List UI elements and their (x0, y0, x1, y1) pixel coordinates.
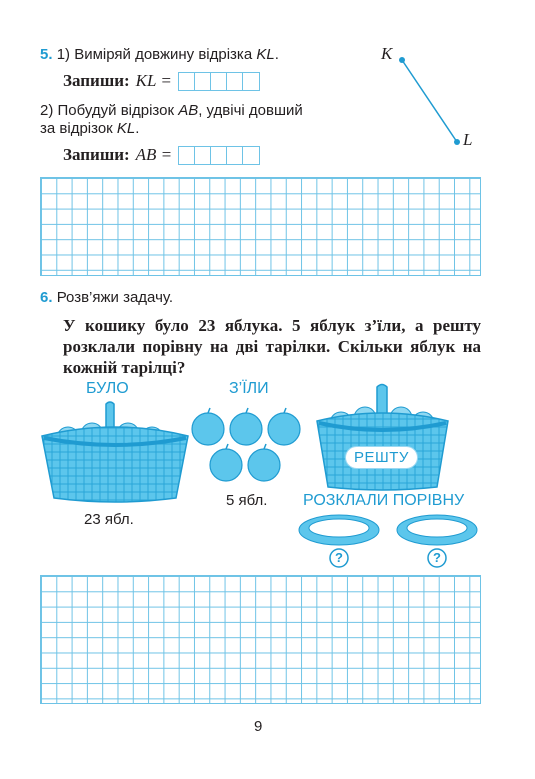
task5-step1: 5. 1) Виміряй довжину відрізка KL. (40, 46, 279, 63)
record1-expr: KL = (135, 71, 172, 90)
task5-record2 (63, 145, 260, 165)
point-k (399, 57, 405, 63)
question-mark-right: ? (433, 550, 441, 565)
point-k-label: K (381, 44, 393, 63)
page-number: 9 (254, 718, 263, 735)
record-label-2: Запиши: (63, 145, 130, 164)
plates-icon (297, 512, 482, 570)
label-rest: РЕШТУ (345, 446, 418, 469)
point-l-label: L (463, 130, 473, 149)
task5-record1 (63, 71, 260, 91)
answer-cells-kl[interactable] (178, 72, 260, 91)
basket-rest-icon (315, 383, 450, 493)
question-mark-left: ? (335, 550, 343, 565)
task6-number: 6. (40, 289, 53, 306)
caption-ate: 5 ябл. (226, 492, 268, 509)
label-ate: З’ЇЛИ (229, 380, 269, 397)
caption-was: 23 ябл. (84, 511, 134, 528)
apples-eaten-icon (188, 407, 306, 487)
basket-full-icon (40, 400, 190, 505)
task6-instruction: 6. Розв’яжи задачу. (40, 289, 174, 306)
record2-expr: AB = (135, 145, 173, 164)
answer-grid-task5[interactable] (40, 177, 481, 276)
task5-number: 5. (40, 46, 53, 63)
answer-cells-ab[interactable] (178, 146, 260, 165)
task5-step2: 2) Побудуй відрізок AB, удвічі довший за відрізок KL. (40, 102, 303, 137)
problem-text: У кошику було 23 яблука. 5 яблук з’їли, а решту розклали порівну на дві тарілки. Скільки яблук на кожній тарілці? (63, 316, 481, 377)
answer-grid-task6[interactable] (40, 575, 481, 704)
point-l (454, 139, 460, 145)
record-label: Запиши: (63, 71, 130, 90)
label-was: БУЛО (86, 380, 129, 397)
label-split: РОЗКЛАЛИ ПОРІВНУ (303, 492, 465, 509)
